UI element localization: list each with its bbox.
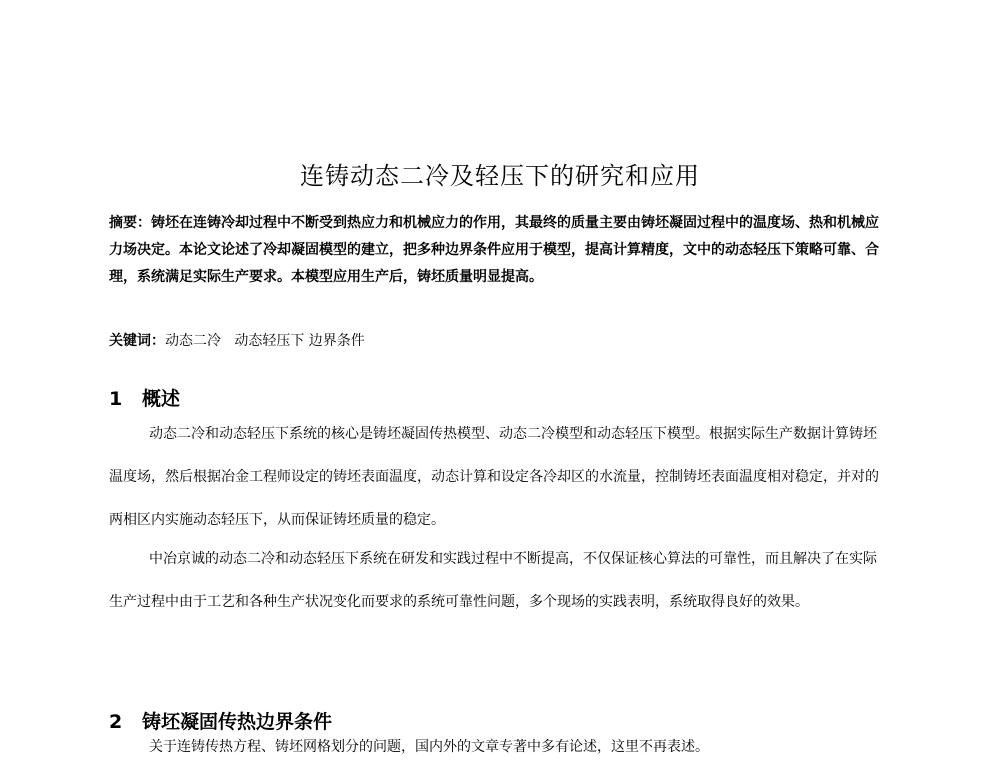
keywords-text: 动态二冷 动态轻压下 边界条件 [165,333,365,349]
abstract-label: 摘要： [109,215,151,231]
section-2-paragraph-1: 关于连铸传热方程、铸坯网格划分的问题，国内外的文章专著中多有论述，这里不再表述。 [149,739,709,755]
section-1-number: 1 [109,388,123,410]
section-1-paragraph-2: 中冶京诚的动态二冷和动态轻压下系统在研发和实践过程中不断提高，不仅保证核心算法的可靠性，而且解决了在实际生产过程中由于工艺和各种生产状况变化而要求的系统可靠性问题，多个现场的实践表明，系统取得良好的效果。 [109,551,877,610]
section-1-title: 概述 [142,388,181,410]
section-1-paragraph-1: 动态二冷和动态轻压下系统的核心是铸坯凝固传热模型、动态二冷模型和动态轻压下模型。根据实际生产数据计算铸坯温度场，然后根据冶金工程师设定的铸坯表面温度，动态计算和设定各冷却区的水流量，控制铸坯表面温度相对稳定，并对的两相区内实施动态轻压下，从而保证铸坯质量的稳定。 [109,426,879,528]
keywords-label: 关键词： [109,333,165,349]
section-1-heading [109,384,180,411]
keywords [109,330,365,350]
document-title: 连铸动态二冷及轻压下的研究和应用 [300,162,700,191]
section-2-title: 铸坯凝固传热边界条件 [142,711,333,733]
abstract [109,210,889,291]
section-2-heading [109,707,332,734]
section-2-number: 2 [109,711,123,733]
abstract-text: 铸坯在连铸冷却过程中不断受到热应力和机械应力的作用，其最终的质量主要由铸坯凝固过程中的温度场、热和机械应力场决定。本论文论述了冷却凝固模型的建立，把多种边界条件应用于模型，提高计算精度，文中的动态轻压下策略可靠、合理，系统满足实际生产要求。本模型应用生产后，铸坯质量明显提高。 [109,215,879,285]
